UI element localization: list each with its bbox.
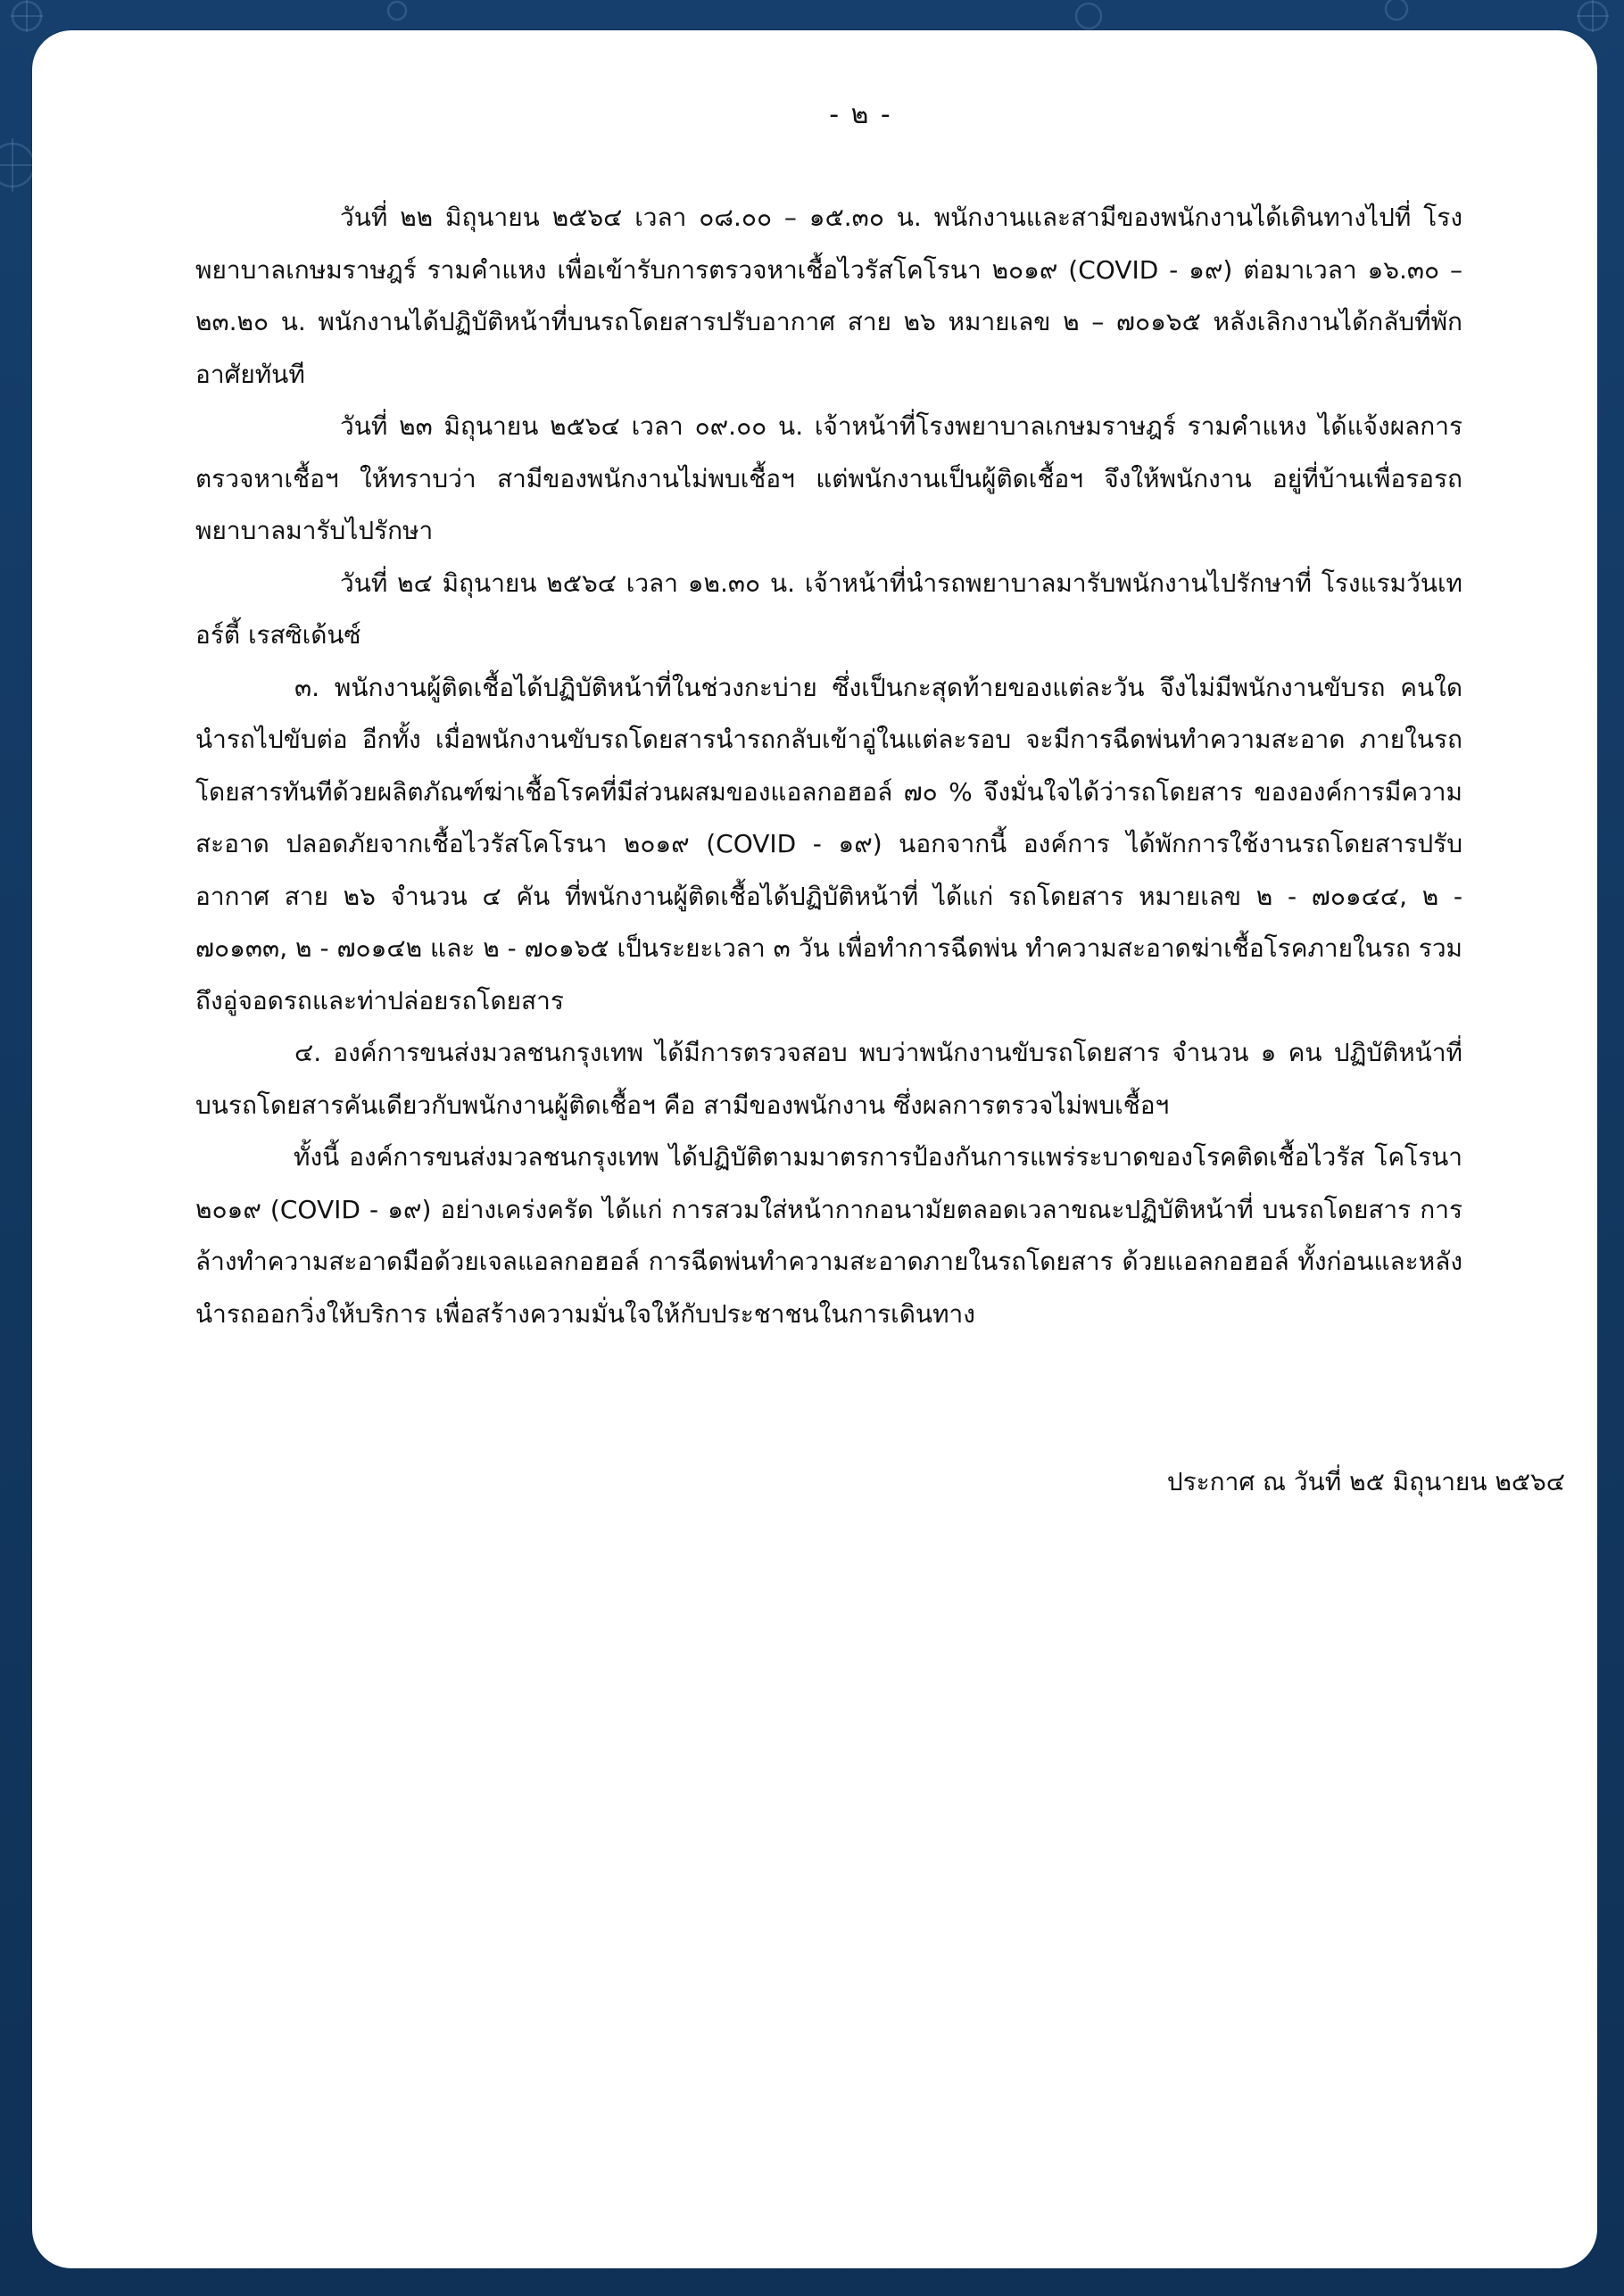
paragraph-item-4: ๔. องค์การขนส่งมวลชนกรุงเทพ ได้มีการตรวจสอบ พบว่าพนักงานขับรถโดยสาร จำนวน ๑ คน ปฏิบัติหน้าที่บนรถโดยสารคันเดียวกับพนักงานผู้ติดเชื้อฯ คือ สามีของพนักงาน ซึ่งผลการตรวจไม่พบเชื้อฯ <box>195 1038 1462 1120</box>
document-body <box>195 192 1462 1340</box>
paragraph-measures: ทั้งนี้ องค์การขนส่งมวลชนกรุงเทพ ได้ปฏิบัติตามมาตรการป้องกันการแพร่ระบาดของโรคติดเชื้อไวรัส โคโรนา ๒๐๑๙ (COVID - ๑๙) อย่างเคร่งครัด ได้แก่ การสวมใส่หน้ากากอนามัยตลอดเวลาขณะปฏิบัติหน้าที่ บนรถโดยสาร การล้างทำความสะอาดมือด้วยเจลแอลกอฮอล์ การฉีดพ่นทำความสะอาดภายในรถโดยสาร ด้วยแอลกอฮอล์ ทั้งก่อนและหลังนำรถออกวิ่งให้บริการ เพื่อสร้างความมั่นใจให้กับประชาชนในการเดินทาง <box>195 1142 1462 1329</box>
document-page <box>32 30 1597 2268</box>
paragraph-june-24: วันที่ ๒๔ มิถุนายน ๒๕๖๔ เวลา ๑๒.๓๐ น. เจ้าหน้าที่นำรถพยาบาลมารับพนักงานไปรักษาที่ โรงแรมวันเทอร์ตี้ เรสซิเด้นซ์ <box>195 568 1462 650</box>
paragraph-june-22: วันที่ ๒๒ มิถุนายน ๒๕๖๔ เวลา ๐๘.๐๐ – ๑๕.๓๐ น. พนักงานและสามีของพนักงานได้เดินทางไปที่ โรงพยาบาลเกษมราษฎร์ รามคำแหง เพื่อเข้ารับการตรวจหาเชื้อไวรัสโคโรนา ๒๐๑๙ (COVID - ๑๙) ต่อมาเวลา ๑๖.๓๐ – ๒๓.๒๐ น. พนักงานได้ปฏิบัติหน้าที่บนรถโดยสารปรับอากาศ สาย ๒๖ หมายเลข ๒ – ๗๐๑๖๕ หลังเลิกงานได้กลับที่พักอาศัยทันที <box>195 203 1463 389</box>
paragraph-item-3: ๓. พนักงานผู้ติดเชื้อได้ปฏิบัติหน้าที่ในช่วงกะบ่าย ซึ่งเป็นกะสุดท้ายของแต่ละวัน จึงไม่มีพนักงานขับรถ คนใดนำรถไปขับต่อ อีกทั้ง เมื่อพนักงานขับรถโดยสารนำรถกลับเข้าอู่ในแต่ละรอบ จะมีการฉีดพ่นทำความสะอาด ภายในรถโดยสารทันทีด้วยผลิตภัณฑ์ฆ่าเชื้อโรคที่มีส่วนผสมของแอลกอฮอล์ ๗๐ % จึงมั่นใจได้ว่ารถโดยสาร ขององค์การมีความสะอาด ปลอดภัยจากเชื้อไวรัสโคโรนา ๒๐๑๙ (COVID - ๑๙) นอกจากนี้ องค์การ ได้พักการใช้งานรถโดยสารปรับอากาศ สาย ๒๖ จำนวน ๔ คัน ที่พนักงานผู้ติดเชื้อได้ปฏิบัติหน้าที่ ได้แก่ รถโดยสาร หมายเลข ๒ - ๗๐๑๔๔, ๒ - ๗๐๑๓๓, ๒ - ๗๐๑๔๒ และ ๒ - ๗๐๑๖๕ เป็นระยะเวลา ๓ วัน เพื่อทำการฉีดพ่น ทำความสะอาดฆ่าเชื้อโรคภายในรถ รวมถึงอู่จอดรถและท่าปล่อยรถโดยสาร <box>195 672 1462 1015</box>
page-number: - ๒ - <box>829 99 892 130</box>
paragraph-june-23: วันที่ ๒๓ มิถุนายน ๒๕๖๔ เวลา ๐๙.๐๐ น. เจ้าหน้าที่โรงพยาบาลเกษมราษฎร์ รามคำแหง ได้แจ้งผลการตรวจหาเชื้อฯ ให้ทราบว่า สามีของพนักงานไม่พบเชื้อฯ แต่พนักงานเป็นผู้ติดเชื้อฯ จึงให้พนักงาน อยู่ที่บ้านเพื่อรอรถพยาบาลมารับไปรักษา <box>195 411 1462 545</box>
announcement-date: ประกาศ ณ วันที่ ๒๕ มิถุนายน ๒๕๖๔ <box>1166 1467 1565 1496</box>
